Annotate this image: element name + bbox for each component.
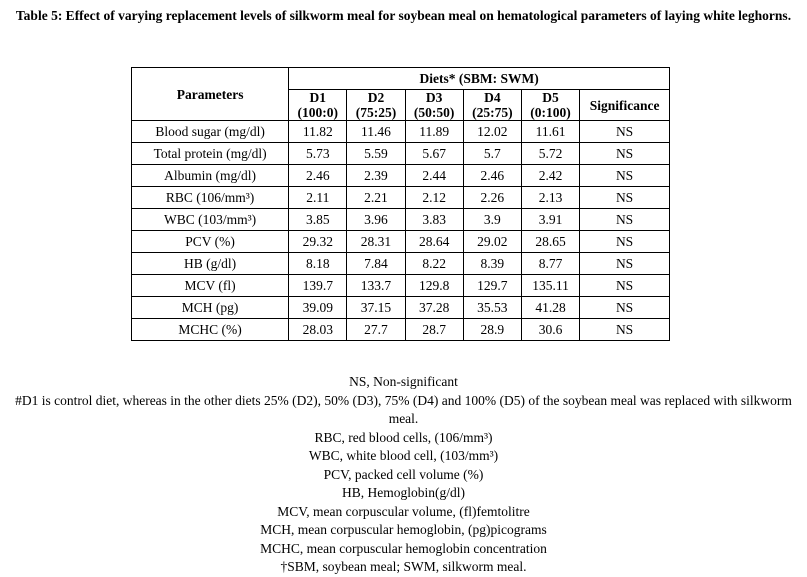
footnote: NS, Non-significant [349, 374, 458, 389]
value-cell: 28.31 [347, 231, 405, 253]
table-row [132, 165, 670, 187]
parameter-cell: Albumin (mg/dl) [132, 165, 289, 187]
parameter-cell: PCV (%) [132, 231, 289, 253]
table-body [132, 121, 670, 341]
value-cell: 3.96 [347, 209, 405, 231]
table-row [132, 297, 670, 319]
value-cell: 3.85 [289, 209, 347, 231]
diet-column-header [521, 90, 579, 121]
value-cell: 5.59 [347, 143, 405, 165]
value-cell: 135.11 [521, 275, 579, 297]
value-cell: 30.6 [521, 319, 579, 341]
table-row [132, 253, 670, 275]
diet-column-header [347, 90, 405, 121]
diet-name: D5 [542, 90, 559, 105]
value-cell: 11.61 [521, 121, 579, 143]
parameter-cell: MCHC (%) [132, 319, 289, 341]
value-cell: 11.46 [347, 121, 405, 143]
significance-cell: NS [580, 297, 670, 319]
value-cell: 5.7 [463, 143, 521, 165]
value-cell: 2.26 [463, 187, 521, 209]
value-cell: 2.46 [463, 165, 521, 187]
diet-ratio: (75:25) [355, 105, 397, 120]
significance-cell: NS [580, 275, 670, 297]
table-row [132, 319, 670, 341]
value-cell: 28.7 [405, 319, 463, 341]
diet-ratio: (50:50) [413, 105, 455, 120]
table-row [132, 209, 670, 231]
footnote: #D1 is control diet, whereas in the other diets 25% (D2), 50% (D3), 75% (D4) and 100% (D5) of the soybean meal was replaced with silkworm meal. [15, 392, 792, 426]
value-cell: 2.21 [347, 187, 405, 209]
parameter-cell: MCH (pg) [132, 297, 289, 319]
value-cell: 8.77 [521, 253, 579, 275]
significance-cell: NS [580, 143, 670, 165]
value-cell: 129.8 [405, 275, 463, 297]
footnote: MCH, mean corpuscular hemoglobin, (pg)picograms [260, 522, 547, 537]
value-cell: 7.84 [347, 253, 405, 275]
table-row [132, 143, 670, 165]
parameter-cell: RBC (106/mm³) [132, 187, 289, 209]
value-cell: 139.7 [289, 275, 347, 297]
value-cell: 28.64 [405, 231, 463, 253]
table-row [132, 275, 670, 297]
significance-cell: NS [580, 209, 670, 231]
value-cell: 37.28 [405, 297, 463, 319]
value-cell: 2.44 [405, 165, 463, 187]
diet-ratio: (0:100) [530, 105, 571, 120]
diet-name: D2 [367, 90, 385, 105]
table-header-row [132, 68, 670, 90]
value-cell: 29.32 [289, 231, 347, 253]
table-row [132, 187, 670, 209]
footnote: MCV, mean corpuscular volume, (fl)femtolitre [277, 503, 530, 519]
parameter-cell: Blood sugar (mg/dl) [132, 121, 289, 143]
parameters-header: Parameters [132, 68, 289, 121]
value-cell: 11.89 [405, 121, 463, 143]
diet-column-header [405, 90, 463, 121]
value-cell: 2.42 [521, 165, 579, 187]
value-cell: 2.13 [521, 187, 579, 209]
significance-cell: NS [580, 165, 670, 187]
diet-column-header [463, 90, 521, 121]
value-cell: 133.7 [347, 275, 405, 297]
value-cell: 5.73 [289, 143, 347, 165]
value-cell: 29.02 [463, 231, 521, 253]
value-cell: 2.39 [347, 165, 405, 187]
table-row [132, 121, 670, 143]
value-cell: 8.18 [289, 253, 347, 275]
diet-name: D4 [484, 90, 501, 105]
value-cell: 28.03 [289, 319, 347, 341]
value-cell: 35.53 [463, 297, 521, 319]
value-cell: 5.67 [405, 143, 463, 165]
footnote: HB, Hemoglobin(g/dl) [342, 485, 465, 500]
significance-cell: NS [580, 187, 670, 209]
value-cell: 2.46 [289, 165, 347, 187]
parameter-cell: HB (g/dl) [132, 253, 289, 275]
parameter-cell: WBC (103/mm³) [132, 209, 289, 231]
value-cell: 3.91 [521, 209, 579, 231]
table-row [132, 231, 670, 253]
table-caption: Table 5: Effect of varying replacement levels of silkworm meal for soybean meal on hematological parameters of laying white leghorns. [15, 8, 792, 23]
diets-header: Diets* (SBM: SWM) [289, 68, 670, 90]
value-cell: 3.9 [463, 209, 521, 231]
significance-cell: NS [580, 121, 670, 143]
diet-name: D1 [309, 90, 327, 105]
parameter-cell: Total protein (mg/dl) [132, 143, 289, 165]
diet-name: D3 [425, 90, 443, 105]
value-cell: 12.02 [463, 121, 521, 143]
footnote: MCHC, mean corpuscular hemoglobin concentration [260, 540, 547, 556]
table-footnotes [0, 373, 807, 577]
value-cell: 2.12 [405, 187, 463, 209]
value-cell: 3.83 [405, 209, 463, 231]
value-cell: 5.72 [521, 143, 579, 165]
value-cell: 39.09 [289, 297, 347, 319]
footnote: WBC, white blood cell, (103/mm³) [308, 448, 499, 463]
significance-cell: NS [580, 319, 670, 341]
value-cell: 41.28 [521, 297, 579, 319]
diet-ratio: (100:0) [297, 105, 339, 120]
hematology-table [131, 67, 670, 341]
diet-column-header [289, 90, 347, 121]
parameter-cell: MCV (fl) [132, 275, 289, 297]
value-cell: 2.11 [289, 187, 347, 209]
significance-cell: NS [580, 253, 670, 275]
diet-ratio: (25:75) [472, 105, 513, 120]
significance-cell: NS [580, 231, 670, 253]
value-cell: 8.39 [463, 253, 521, 275]
value-cell: 11.82 [289, 121, 347, 143]
value-cell: 37.15 [347, 297, 405, 319]
value-cell: 8.22 [405, 253, 463, 275]
significance-header: Significance [580, 90, 670, 121]
value-cell: 129.7 [463, 275, 521, 297]
value-cell: 28.9 [463, 319, 521, 341]
footnote: PCV, packed cell volume (%) [323, 466, 484, 482]
value-cell: 28.65 [521, 231, 579, 253]
value-cell: 27.7 [347, 319, 405, 341]
footnote: RBC, red blood cells, (106/mm³) [314, 429, 493, 445]
footnote: †SBM, soybean meal; SWM, silkworm meal. [280, 559, 527, 574]
